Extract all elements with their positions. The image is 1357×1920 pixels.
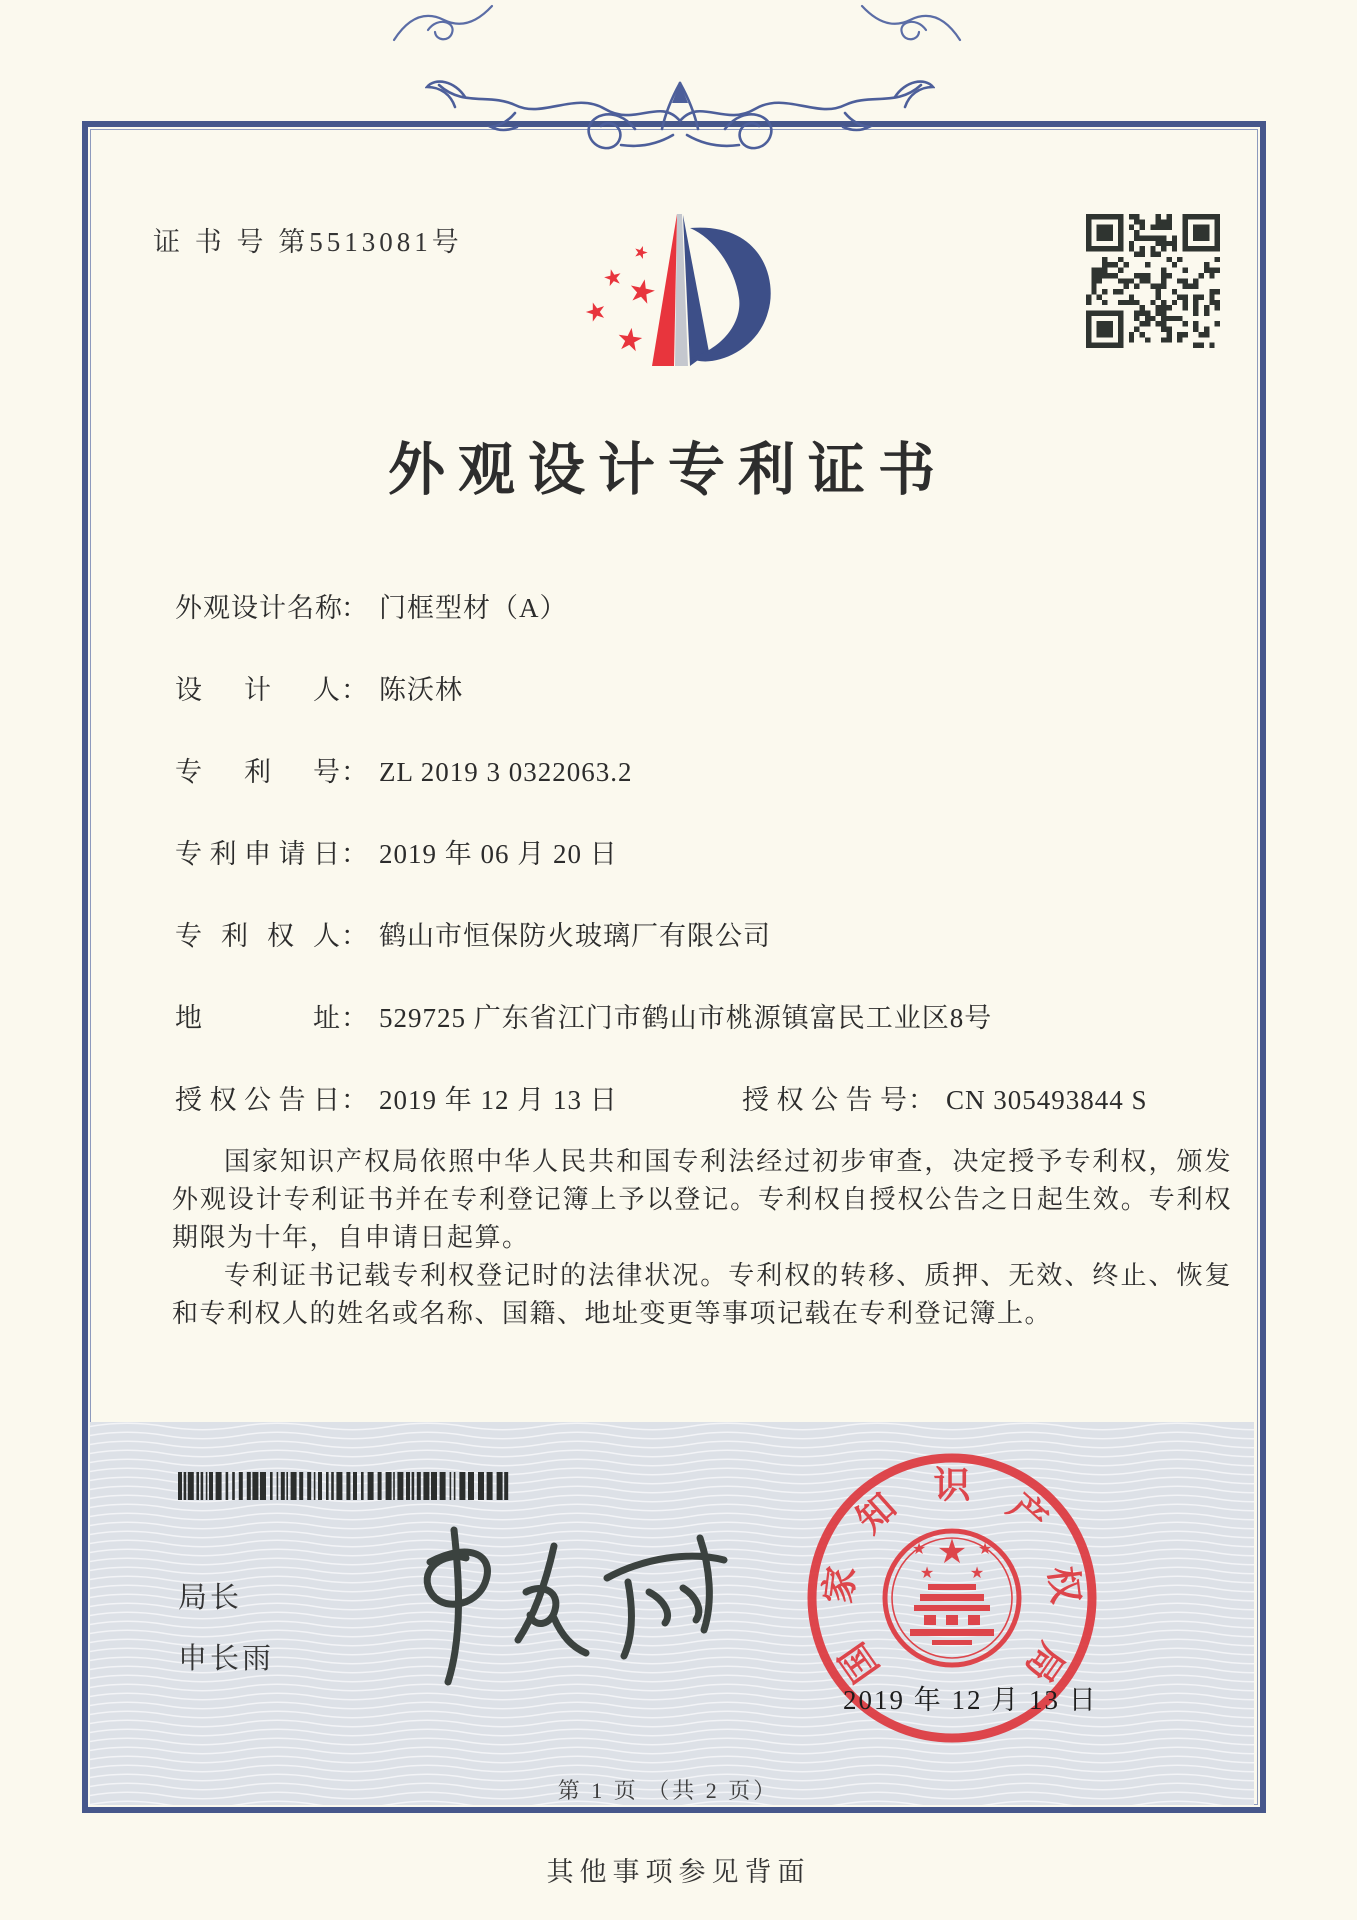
svg-text:★: ★ <box>600 263 626 294</box>
svg-text:国: 国 <box>832 1635 888 1689</box>
svg-text:★: ★ <box>936 1532 968 1572</box>
certificate-title: 外观设计专利证书 <box>388 439 948 502</box>
field-row-grant-date <box>175 1078 618 1117</box>
national-emblem <box>885 1531 1019 1665</box>
field-row-designer <box>175 668 463 707</box>
colon: ： <box>341 839 369 869</box>
colon: ： <box>341 921 369 951</box>
field-value: CN 305493844 S <box>946 1085 1148 1115</box>
legal-paragraph-2: 专利证书记载专利权登记时的法律状况。专利权的转移、质押、无效、终止、恢复和专利权人的姓名或名称、国籍、地址变更等事项记载在专利登记簿上。 <box>172 1261 1232 1328</box>
signer-name: 申长雨 <box>178 1643 275 1675</box>
legal-paragraph-1: 国家知识产权局依照中华人民共和国专利法经过初步审查，决定授予专利权，颁发外观设计专利证书并在专利登记簿上予以登记。专利权自授权公告之日起生效。专利权期限为十年，自申请日起算。 <box>172 1147 1232 1252</box>
certificate-number: 证 书 号 第5513081号 <box>153 227 463 257</box>
field-label: 授权公告号 <box>742 1085 908 1115</box>
qr-code <box>1086 214 1220 348</box>
svg-text:产: 产 <box>999 1486 1055 1542</box>
field-value: 陈沃林 <box>379 675 463 705</box>
field-value: ZL 2019 3 0322063.2 <box>379 757 633 787</box>
colon: ： <box>341 675 369 705</box>
top-right-ornament <box>856 0 966 46</box>
colon: ： <box>341 1085 369 1115</box>
field-row-filing-date <box>175 832 618 871</box>
svg-text:★: ★ <box>630 241 652 265</box>
field-label: 设计人 <box>175 675 341 705</box>
field-row-patentee <box>175 914 771 953</box>
field-label: 专利申请日 <box>175 839 341 869</box>
svg-text:★: ★ <box>919 1563 935 1582</box>
svg-text:★: ★ <box>969 1563 985 1582</box>
top-left-ornament <box>388 0 498 46</box>
svg-text:知: 知 <box>849 1486 905 1542</box>
field-value: 鹤山市恒保防火玻璃厂有限公司 <box>379 921 771 951</box>
handwritten-signature-icon <box>402 1520 732 1700</box>
field-label: 专利权人 <box>175 921 341 951</box>
colon: ： <box>341 593 369 623</box>
cnipa-logo-icon <box>572 206 782 372</box>
seal-date: 2019 年 12 月 13 日 <box>843 1685 1098 1715</box>
field-row-grant-number <box>742 1078 1148 1117</box>
field-value: 529725 广东省江门市鹤山市桃源镇富民工业区8号 <box>379 1003 993 1033</box>
field-row-design-name <box>175 586 568 625</box>
svg-text:★: ★ <box>613 320 647 360</box>
legal-text <box>172 1143 1232 1333</box>
svg-text:★: ★ <box>580 294 611 329</box>
colon: ： <box>908 1085 936 1115</box>
back-note: 其他事项参见背面 <box>546 1857 811 1887</box>
colon: ： <box>341 1003 369 1033</box>
svg-text:局: 局 <box>1016 1635 1072 1689</box>
svg-text:识: 识 <box>933 1465 971 1507</box>
svg-text:★: ★ <box>977 1539 993 1558</box>
field-label: 地址 <box>175 1003 341 1033</box>
svg-text:★: ★ <box>911 1539 927 1558</box>
field-label: 专利号 <box>175 757 341 787</box>
field-value: 2019 年 12 月 13 日 <box>379 1085 618 1115</box>
svg-text:家: 家 <box>818 1564 864 1606</box>
field-value: 门框型材（A） <box>379 593 568 623</box>
page-indicator: 第 1 页 （共 2 页） <box>557 1778 779 1803</box>
field-row-address <box>175 996 992 1035</box>
field-value: 2019 年 06 月 20 日 <box>379 839 618 869</box>
svg-text:★: ★ <box>624 269 661 313</box>
top-center-ornament <box>425 55 935 160</box>
colon: ： <box>341 757 369 787</box>
signer-title: 局长 <box>178 1582 243 1614</box>
field-label: 外观设计名称 <box>175 593 343 623</box>
barcode <box>178 1472 516 1500</box>
field-row-patent-number <box>175 750 632 789</box>
svg-text:权: 权 <box>1040 1564 1086 1606</box>
field-label: 授权公告日 <box>175 1085 341 1115</box>
